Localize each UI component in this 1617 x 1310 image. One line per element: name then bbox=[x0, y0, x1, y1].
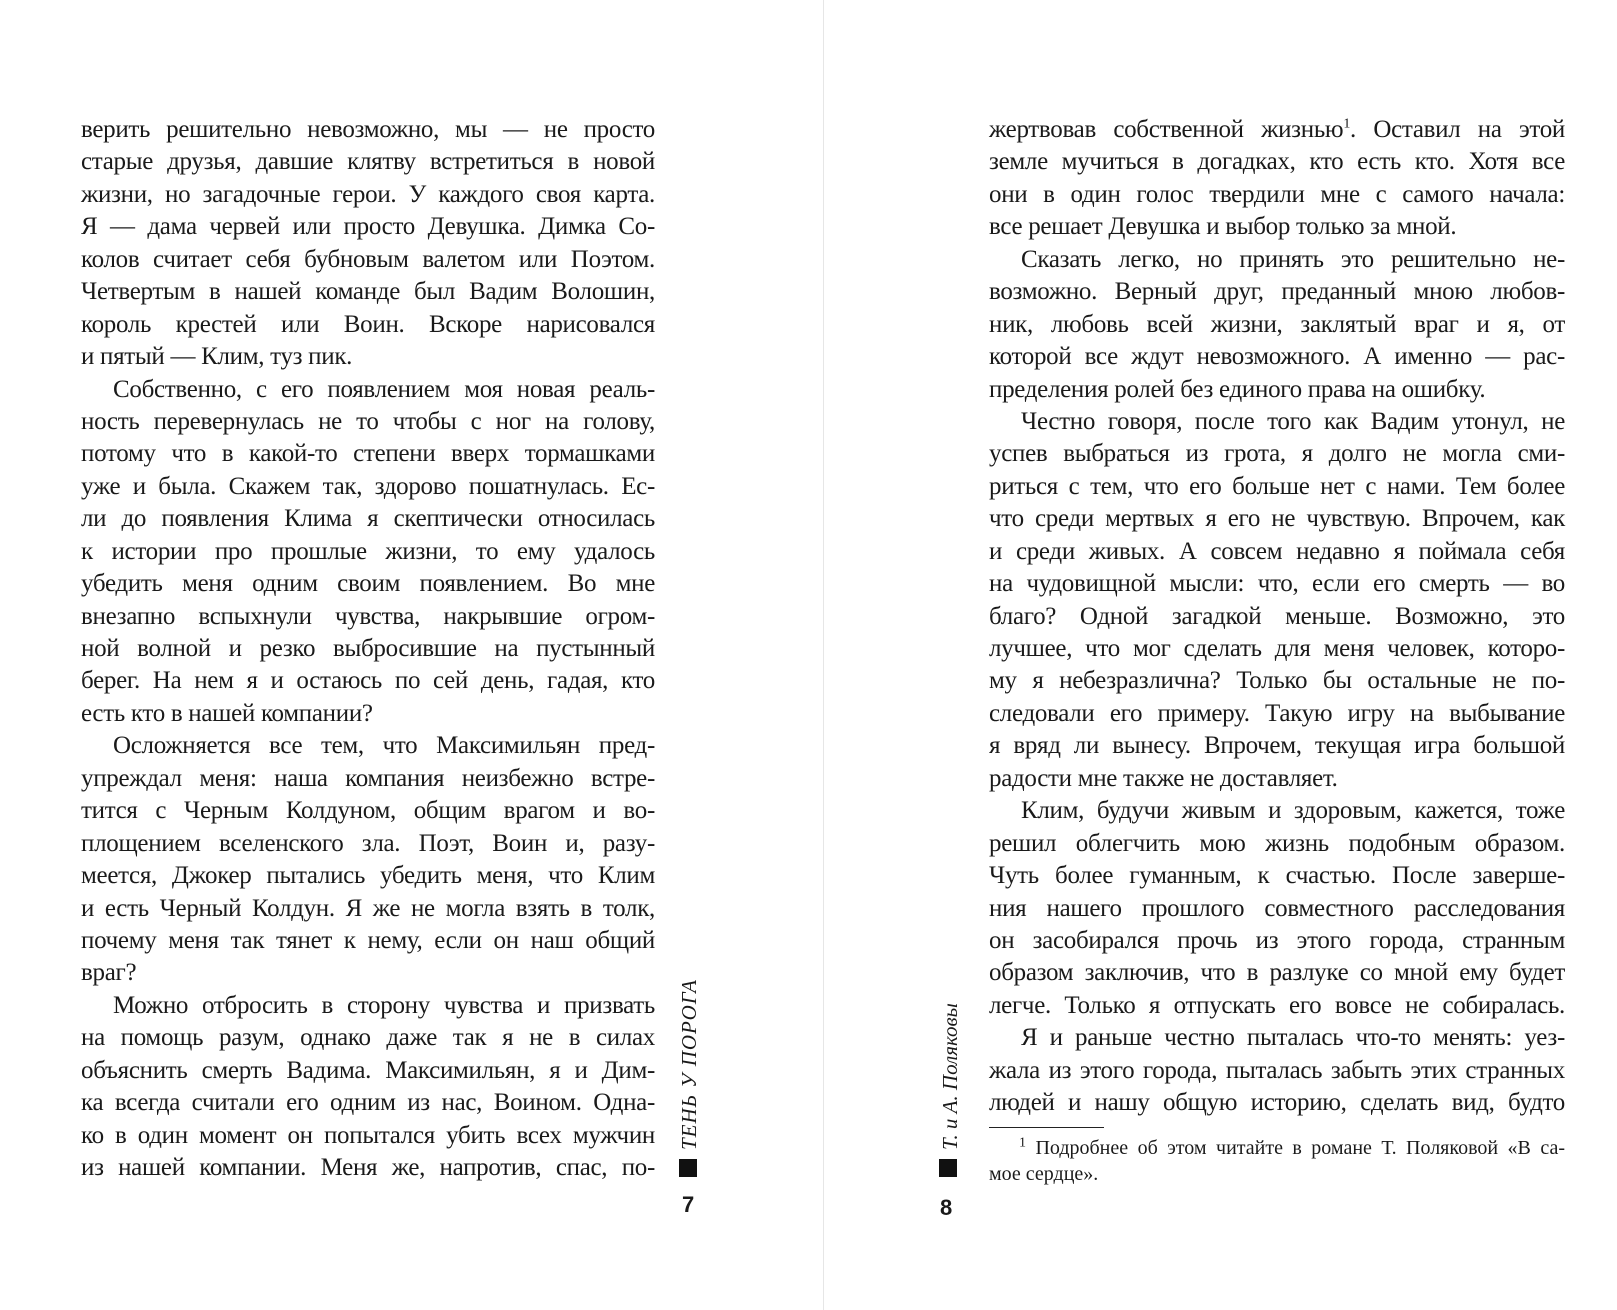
running-head-authors: Т. и А. Поляковы bbox=[938, 1003, 962, 1150]
text-line bbox=[81, 828, 655, 860]
text-line bbox=[989, 1055, 1565, 1087]
line-text: берег. На нем я и остаюсь по сей день, гадая, кто bbox=[81, 667, 655, 695]
line-text: ной волной и резко выбросившие на пустынный bbox=[81, 635, 655, 662]
line-text: они в один голос твердили мне с самого начала: bbox=[989, 180, 1565, 208]
text-line bbox=[81, 795, 655, 827]
line-text: Сказать легко, но принять это решительно не- bbox=[1021, 245, 1565, 273]
line-text: Клим, будучи живым и здоровым, кажется, тоже bbox=[1021, 797, 1565, 825]
text-line bbox=[81, 244, 655, 276]
text-line bbox=[81, 374, 655, 406]
footnote-text: Подробнее об этом читайте в романе Т. Поляковой «В са- bbox=[1026, 1137, 1565, 1159]
text-line bbox=[81, 276, 655, 308]
text-line bbox=[989, 179, 1565, 211]
text-line bbox=[81, 1152, 655, 1184]
text-line bbox=[989, 146, 1565, 178]
left-page-text bbox=[81, 114, 655, 1184]
text-line bbox=[989, 471, 1565, 503]
text-line bbox=[81, 471, 655, 503]
line-text: есть кто в нашей компании? bbox=[81, 699, 373, 727]
line-text: радости мне также не доставляет. bbox=[989, 764, 1338, 792]
text-line bbox=[989, 568, 1565, 600]
text-line bbox=[989, 795, 1565, 827]
text-line bbox=[989, 438, 1565, 470]
text-line bbox=[81, 990, 655, 1022]
line-text: му я небезразлична? Только бы остальные не по- bbox=[989, 667, 1565, 695]
text-line bbox=[989, 698, 1565, 730]
text-line bbox=[81, 698, 655, 730]
text-line bbox=[989, 536, 1565, 568]
line-text: жертвовав собственной жизнью bbox=[989, 116, 1344, 143]
text-line bbox=[989, 730, 1565, 762]
text-line bbox=[81, 601, 655, 633]
text-line bbox=[989, 633, 1565, 665]
line-text: лучшее, что мог сделать для меня человек, которо- bbox=[989, 635, 1565, 662]
line-text: Осложняется все тем, что Максимильян пред- bbox=[113, 732, 655, 760]
line-text: людей и нашу общую историю, сделать вид, будто bbox=[989, 1089, 1565, 1117]
text-line bbox=[81, 1055, 655, 1087]
line-text: потому что в какой-то степени вверх тормашками bbox=[81, 440, 655, 468]
line-text: объяснить смерть Вадима. Максимильян, я и Дим- bbox=[81, 1056, 655, 1084]
line-text: . Оставил на этой bbox=[1350, 116, 1565, 143]
text-line bbox=[989, 990, 1565, 1022]
page-number-right: 8 bbox=[940, 1195, 953, 1220]
text-line bbox=[989, 276, 1565, 308]
text-line bbox=[989, 763, 1565, 795]
line-text: которой все ждут невозможного. А именно — рас- bbox=[989, 343, 1565, 371]
text-line bbox=[81, 341, 655, 373]
text-line bbox=[989, 309, 1565, 341]
line-text: благо? Одной загадкой меньше. Возможно, это bbox=[989, 602, 1565, 630]
line-text: решил облегчить мою жизнь подобным образом. bbox=[989, 829, 1565, 857]
text-line bbox=[989, 244, 1565, 276]
line-text: уже и была. Скажем так, здорово пошатнулась. Ес- bbox=[81, 472, 655, 500]
text-line bbox=[81, 146, 655, 178]
line-text: следовали его примеру. Такую игру на выбывание bbox=[989, 699, 1565, 727]
line-text: и среди живых. А совсем недавно я поймала себя bbox=[989, 537, 1565, 565]
text-line bbox=[81, 114, 655, 146]
line-text: Чуть более гуманным, к счастью. После заверше- bbox=[989, 862, 1565, 890]
line-text: возможно. Верный друг, преданный мною любов- bbox=[989, 278, 1565, 306]
running-head-square-marker bbox=[939, 1159, 957, 1177]
line-text: ко в один момент он попытался убить всех мужчин bbox=[81, 1121, 655, 1149]
line-text: и пятый — Клим, туз пик. bbox=[81, 343, 353, 371]
text-line bbox=[81, 1022, 655, 1054]
line-text: тится с Черным Колдуном, общим врагом и во- bbox=[81, 797, 655, 825]
line-text: Можно отбросить в сторону чувства и призвать bbox=[113, 991, 655, 1019]
line-text: верить решительно невозможно, мы — не просто bbox=[81, 116, 655, 143]
line-text: все решает Девушка и выбор только за мной. bbox=[989, 213, 1457, 241]
text-line bbox=[989, 211, 1565, 243]
line-text: ли до появления Клима я скептически относилась bbox=[81, 505, 655, 533]
text-line bbox=[989, 665, 1565, 697]
line-text: жала из этого города, пыталась забыть этих странных bbox=[989, 1056, 1565, 1084]
text-line bbox=[81, 633, 655, 665]
line-text: образом заключив, что в разлуке со мной ему будет bbox=[989, 959, 1565, 987]
text-line bbox=[989, 341, 1565, 373]
line-text: колов считает себя бубновым валетом или Поэтом. bbox=[81, 245, 655, 273]
line-text: пределения ролей без единого права на ошибку. bbox=[989, 375, 1486, 403]
text-line bbox=[989, 860, 1565, 892]
line-text: ник, любовь всей жизни, заклятый враг и я, от bbox=[989, 310, 1565, 338]
text-line bbox=[989, 114, 1565, 146]
line-text: Я и раньше честно пыталась что-то менять: уез- bbox=[1021, 1024, 1565, 1052]
line-text: Четвертым в нашей команде был Вадим Волошин, bbox=[81, 278, 655, 306]
text-line bbox=[81, 503, 655, 535]
text-line bbox=[81, 536, 655, 568]
text-line bbox=[989, 1022, 1565, 1054]
text-line bbox=[81, 860, 655, 892]
line-text: ка всегда считали его одним из нас, Воином. Одна- bbox=[81, 1089, 655, 1117]
line-text: легче. Только я отпускать его вовсе не собиралась. bbox=[989, 991, 1565, 1019]
line-text: к истории про прошлые жизни, то ему удалось bbox=[81, 537, 655, 565]
right-page-text bbox=[989, 114, 1565, 1120]
line-text: упреждал меня: наша компания неизбежно встре- bbox=[81, 764, 655, 792]
text-line bbox=[81, 1120, 655, 1152]
line-text: жизни, но загадочные герои. У каждого своя карта. bbox=[81, 180, 655, 208]
text-line bbox=[989, 957, 1565, 989]
footnote-marker: 1 bbox=[1019, 1135, 1026, 1151]
line-text: ния нашего прошлого совместного расследования bbox=[989, 894, 1565, 922]
line-text: на чудовищной мысли: что, если его смерть — во bbox=[989, 570, 1565, 598]
line-text: что среди мертвых я его не чувствую. Впрочем, как bbox=[989, 505, 1565, 533]
line-text: Я — дама червей или просто Девушка. Димка Со- bbox=[81, 213, 655, 241]
line-text: площением вселенского зла. Поэт, Воин и, разу- bbox=[81, 829, 655, 857]
text-line bbox=[989, 503, 1565, 535]
text-line bbox=[81, 568, 655, 600]
running-head-square-marker bbox=[679, 1159, 697, 1177]
running-head-title: ТЕНЬ У ПОРОГА bbox=[677, 979, 701, 1150]
text-line bbox=[81, 1087, 655, 1119]
line-text: успев выбраться из грота, я долго не могла сми- bbox=[989, 440, 1565, 468]
text-line bbox=[81, 211, 655, 243]
line-text: почему меня так тянет к нему, если он наш общий bbox=[81, 926, 655, 954]
text-line bbox=[81, 925, 655, 957]
text-line bbox=[81, 309, 655, 341]
line-text: внезапно вспыхнули чувства, накрывшие огром- bbox=[81, 602, 655, 630]
footnote-reference: 1 bbox=[1343, 116, 1351, 132]
line-text: враг? bbox=[81, 959, 137, 987]
line-text: земле мучиться в догадках, кто есть кто. Хотя все bbox=[989, 148, 1565, 176]
text-line bbox=[81, 179, 655, 211]
line-text: убедить меня одним своим появлением. Во мне bbox=[81, 570, 655, 598]
line-text: на помощь разум, однако даже так я не в силах bbox=[81, 1024, 655, 1052]
line-text: и есть Черный Колдун. Я же не могла взять в толк, bbox=[81, 894, 655, 922]
text-line bbox=[81, 665, 655, 697]
text-line bbox=[989, 925, 1565, 957]
text-line bbox=[81, 957, 655, 989]
line-text: король крестей или Воин. Вскоре нарисовался bbox=[81, 310, 655, 338]
text-line bbox=[989, 893, 1565, 925]
line-text: из нашей компании. Меня же, напротив, спас, по- bbox=[81, 1154, 655, 1181]
text-line bbox=[81, 406, 655, 438]
book-spine bbox=[823, 0, 824, 1310]
line-text: ность перевернулась не то чтобы с ног на голову, bbox=[81, 407, 655, 435]
footnote-line-1 bbox=[989, 1135, 1565, 1161]
text-line bbox=[989, 406, 1565, 438]
text-line bbox=[81, 438, 655, 470]
text-line bbox=[989, 601, 1565, 633]
line-text: он засобирался прочь из этого города, странным bbox=[989, 926, 1565, 954]
line-text: Честно говоря, после того как Вадим утонул, не bbox=[1021, 407, 1565, 435]
page-number-left: 7 bbox=[682, 1192, 695, 1217]
text-line bbox=[989, 828, 1565, 860]
footnote-divider bbox=[989, 1127, 1104, 1128]
text-line bbox=[81, 730, 655, 762]
line-text: Собственно, с его появлением моя новая реаль- bbox=[113, 375, 655, 403]
line-text: меется, Джокер пытались убедить меня, что Клим bbox=[81, 862, 655, 890]
line-text: я вряд ли вынесу. Впрочем, текущая игра большой bbox=[989, 732, 1565, 760]
line-text: риться с тем, что его больше нет с нами. Тем более bbox=[989, 472, 1565, 500]
line-text: старые друзья, давшие клятву встретиться в новой bbox=[81, 148, 655, 176]
text-line bbox=[989, 374, 1565, 406]
footnote-line-2: мое сердце». bbox=[989, 1163, 1099, 1185]
text-line bbox=[989, 1087, 1565, 1119]
text-line bbox=[81, 893, 655, 925]
text-line bbox=[81, 763, 655, 795]
